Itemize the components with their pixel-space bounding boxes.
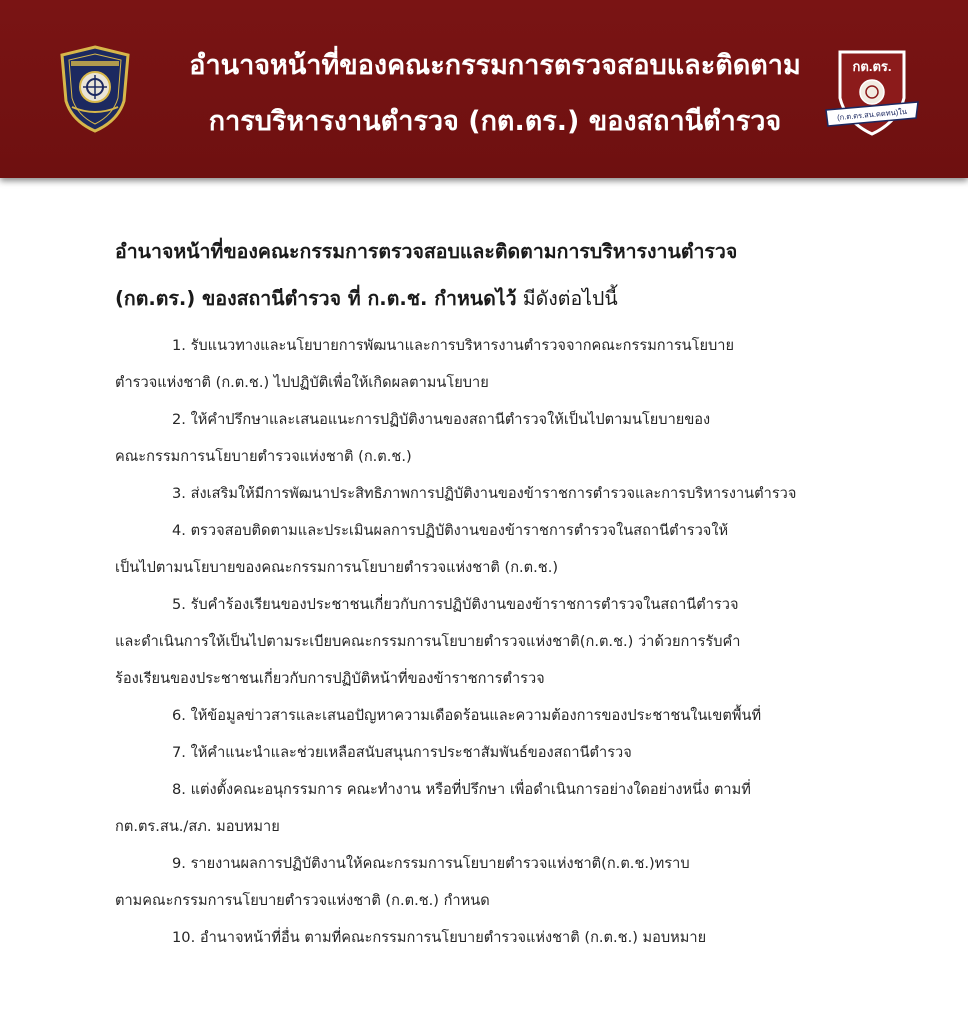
kt-tr-shield-emblem-icon [822, 46, 922, 138]
right-logo-banner-text: (ก.ต.ตร.สน.ดดทน)ใน [836, 106, 908, 123]
heading-line2-rest: มีดังต่อไปนี้ [516, 287, 618, 310]
list-item-continuation-line: กต.ตร.สน./สภ. มอบหมาย [115, 818, 280, 835]
heading-line2-bold: (กต.ตร.) ของสถานีตำรวจ ที่ ก.ต.ช. กำหนดไว้ [115, 287, 517, 310]
section-heading [115, 228, 895, 322]
list-item-first-line: 7. ให้คำแนะนำและช่วยเหลือสนับสนุนการประชาสัมพันธ์ของสถานีตำรวจ [172, 744, 632, 761]
list-item [115, 512, 885, 586]
right-logo-text: กต.ตร. [852, 59, 892, 74]
list-item-continuation-line: เป็นไปตามนโยบายของคณะกรรมการนโยบายตำรวจแห่งชาติ (ก.ต.ช.) [115, 559, 559, 576]
list-item-continuation-line: คณะกรรมการนโยบายตำรวจแห่งชาติ (ก.ต.ช.) [115, 448, 412, 465]
list-item-first-line: 10. อำนาจหน้าที่อื่น ตามที่คณะกรรมการนโยบายตำรวจแห่งชาติ (ก.ต.ช.) มอบหมาย [172, 929, 707, 946]
header-title-line2: การบริหารงานตำรวจ (กต.ตร.) ของสถานีตำรวจ [208, 106, 782, 137]
list-item [115, 475, 885, 512]
list-item [115, 845, 885, 919]
duties-list [115, 327, 885, 956]
list-item-continuation-line: และดำเนินการให้เป็นไปตามระเบียบคณะกรรมการนโยบายตำรวจแห่งชาติ(ก.ต.ช.) ว่าด้วยการรับคำ [115, 633, 741, 650]
list-item [115, 697, 885, 734]
list-item [115, 327, 885, 401]
list-item [115, 401, 885, 475]
list-item-first-line: 3. ส่งเสริมให้มีการพัฒนาประสิทธิภาพการปฏิบัติงานของข้าราชการตำรวจและการบริหารงานตำรวจ [172, 485, 797, 502]
list-item-first-line: 5. รับคำร้องเรียนของประชาชนเกี่ยวกับการปฏิบัติงานของข้าราชการตำรวจในสถานีตำรวจ [172, 596, 739, 613]
list-item-first-line: 2. ให้คำปรึกษาและเสนอแนะการปฏิบัติงานของสถานีตำรวจให้เป็นไปตามนโยบายของ [172, 411, 711, 428]
list-item [115, 771, 885, 845]
list-item [115, 734, 885, 771]
list-item [115, 919, 885, 956]
list-item-continuation-line: ตำรวจแห่งชาติ (ก.ต.ช.) ไปปฏิบัติเพื่อให้เกิดผลตามนโยบาย [115, 374, 489, 391]
header-banner [0, 0, 968, 178]
list-item-first-line: 9. รายงานผลการปฏิบัติงานให้คณะกรรมการนโยบายตำรวจแห่งชาติ(ก.ต.ช.)ทราบ [172, 855, 690, 872]
list-item-continuation-line: ตามคณะกรรมการนโยบายตำรวจแห่งชาติ (ก.ต.ช.) กำหนด [115, 892, 490, 909]
list-item-first-line: 1. รับแนวทางและนโยบายการพัฒนาและการบริหารงานตำรวจจากคณะกรรมการนโยบาย [172, 337, 735, 354]
heading-line2 [115, 275, 895, 322]
police-shield-emblem-icon [58, 45, 132, 133]
header-title [150, 38, 840, 150]
heading-line1: อำนาจหน้าที่ของคณะกรรมการตรวจสอบและติดตามการบริหารงานตำรวจ [115, 240, 738, 263]
list-item [115, 586, 885, 697]
list-item-first-line: 8. แต่งตั้งคณะอนุกรรมการ คณะทำงาน หรือที่ปรึกษา เพื่อดำเนินการอย่างใดอย่างหนึ่ง ตามที่ [172, 781, 751, 798]
list-item-first-line: 6. ให้ข้อมูลข่าวสารและเสนอปัญหาความเดือดร้อนและความต้องการของประชาชนในเขตพื้นที่ [172, 707, 762, 724]
list-item-continuation-line: ร้องเรียนของประชาชนเกี่ยวกับการปฏิบัติหน้าที่ของข้าราชการตำรวจ [115, 670, 545, 687]
header-title-line1: อำนาจหน้าที่ของคณะกรรมการตรวจสอบและติดตาม [189, 50, 801, 81]
list-item-first-line: 4. ตรวจสอบติดตามและประเมินผลการปฏิบัติงานของข้าราชการตำรวจในสถานีตำรวจให้ [172, 522, 729, 539]
